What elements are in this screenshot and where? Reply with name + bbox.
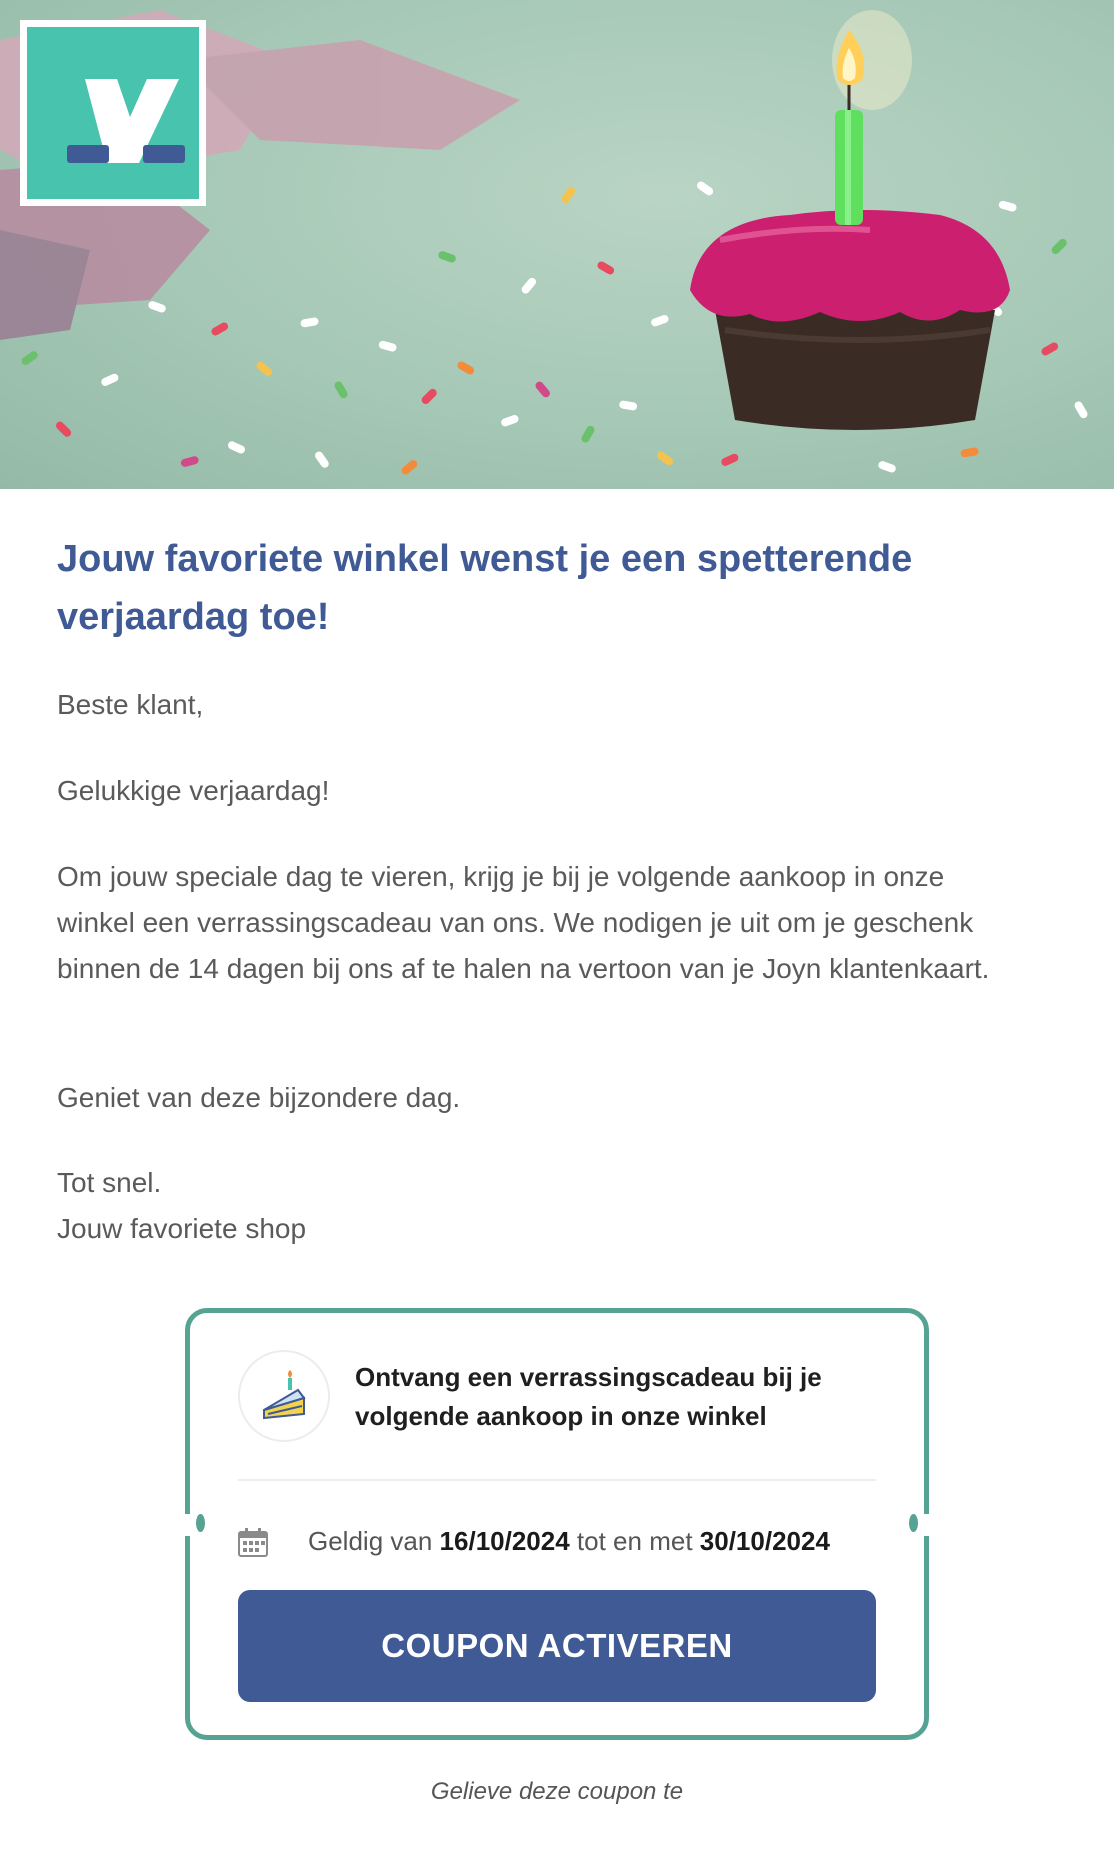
wish-text: Gelukkige verjaardag! bbox=[57, 775, 330, 806]
validity-prefix: Geldig van bbox=[308, 1526, 433, 1556]
logo[interactable] bbox=[20, 20, 206, 206]
message-text: Om jouw speciale dag te vieren, krijg je bij je volgende aankoop in onze winkel een verrassingscadeau van ons. We nodigen je uit om je geschenk binnen de 14 dagen bij ons af te halen na vertoon van je Joyn klantenkaart. bbox=[57, 861, 990, 984]
validity-middle: tot en met bbox=[576, 1526, 693, 1556]
coupon-divider bbox=[238, 1479, 876, 1481]
hero-image bbox=[0, 0, 1114, 489]
coupon-notch-left-dot bbox=[196, 1514, 205, 1532]
coupon-title: Ontvang een verrassingscadeau bij je volgende aankoop in onze winkel bbox=[355, 1362, 822, 1431]
activate-coupon-button[interactable]: COUPON ACTIVEREN bbox=[238, 1590, 876, 1702]
valid-from-date: 16/10/2024 bbox=[439, 1526, 570, 1556]
coupon-validity bbox=[308, 1526, 830, 1557]
headline-container bbox=[57, 530, 1057, 646]
coupon-notch-right bbox=[917, 1514, 931, 1536]
page-title: Jouw favoriete winkel wenst je een spetterende verjaardag toe! bbox=[57, 538, 913, 638]
enjoy-text: Geniet van deze bijzondere dag. bbox=[57, 1082, 461, 1113]
greeting-text: Beste klant, bbox=[57, 689, 204, 720]
coupon-notch-right-dot bbox=[909, 1514, 918, 1532]
calendar-icon bbox=[238, 1528, 268, 1563]
signature-text: Jouw favoriete shop bbox=[57, 1213, 307, 1244]
valid-to-date: 30/10/2024 bbox=[699, 1526, 830, 1556]
coupon-notch-left bbox=[183, 1514, 197, 1536]
cake-slice-icon bbox=[238, 1350, 330, 1442]
closing-text: Tot snel. bbox=[57, 1167, 162, 1198]
footnote-text: Gelieve deze coupon te bbox=[430, 1778, 684, 1805]
joyn-logo-icon bbox=[27, 27, 199, 199]
